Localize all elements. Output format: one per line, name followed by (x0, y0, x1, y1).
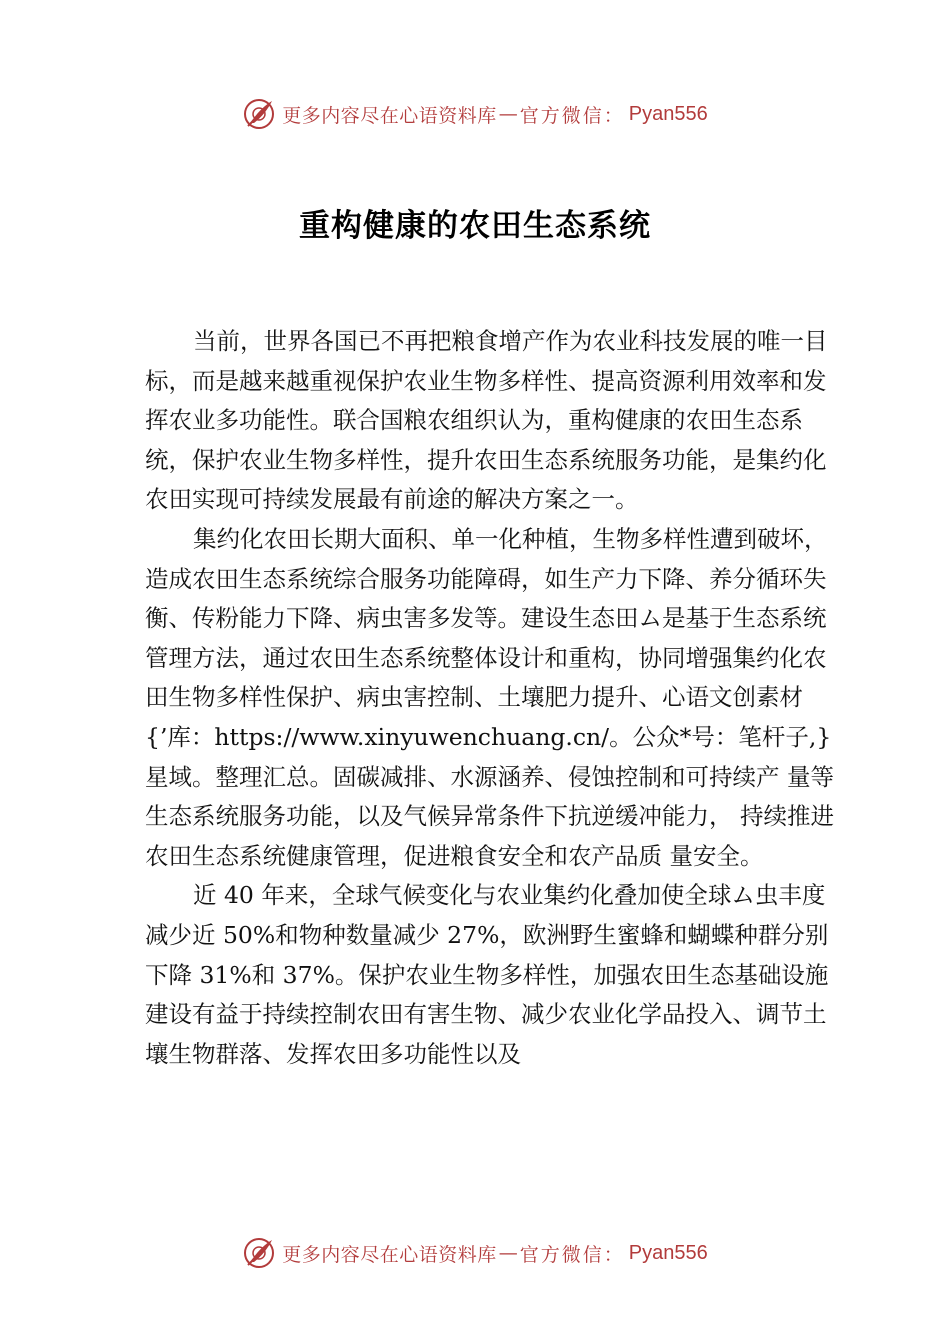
banner-wechat-id: Pyan556 (628, 1241, 708, 1264)
footer-banner (0, 1233, 950, 1273)
banner-wechat-label: 官方微信： (519, 104, 625, 127)
quill-logo-icon (242, 97, 276, 131)
header-banner (0, 94, 950, 134)
banner-dash: — (498, 103, 518, 125)
banner-text: 更多内容尽在心语资料库 (282, 104, 497, 127)
banner-text: 更多内容尽在心语资料库 (282, 1243, 497, 1266)
document-title: 重构健康的农田生态系统 (299, 208, 651, 244)
paragraph-3: 近 40 年来，全球气候变化与农业集约化叠加使全球ム虫丰度减少近 50%和物种数量减少 27%，欧洲野生蜜蜂和蝴蝶种群分别下降 31%和 37%。保护农业生物多样性，加强农田生态基础设施建设有益于持续控制农田有害生物、减少农业化学品投入、调节土壤生物群落、发挥农田多功能性以及 (145, 881, 829, 1068)
paragraph-1: 当前，世界各国已不再把粮食增产作为农业科技发展的唯一目标，而是越来越重视保护农业生物多样性、提高资源利用效率和发挥农业多功能性。联合国粮农组织认为，重构健康的农田生态系统，保护农业生物多样性，提升农田生态系统服务功能，是集约化农田实现可持续发展最有前途的解决方案之一。 (145, 327, 828, 514)
banner-wechat-id: Pyan556 (628, 102, 708, 125)
banner-dash: — (498, 1242, 518, 1264)
paragraph-2: 集约化农田长期大面积、单一化种植，生物多样性遭到破坏，造成农田生态系统综合服务功能障碍，如生产力下降、养分循环失衡、传粉能力下降、病虫害多发等。建设生态田ム是基于生态系统管理方法，通过农田生态系统整体设计和重构，协同增强集约化农田生物多样性保护、病虫害控制、土壤肥力提升、心语文创素材{’库：https://www.xinyuwenchuang.cn/。公众*号：笔杆子,}星域。整理汇总。固碳减排、水源涵养、侵蚀控制和可持续产 量等生态系统服务功能，以及气候异常条件下抗逆缓冲能力， 持续推进农田生态系统健康管理，促进粮食安全和农产品质 量安全。 (145, 524, 834, 870)
banner-wechat-label: 官方微信： (519, 1243, 625, 1266)
document-body (145, 322, 835, 1074)
quill-logo-icon (242, 1236, 276, 1270)
